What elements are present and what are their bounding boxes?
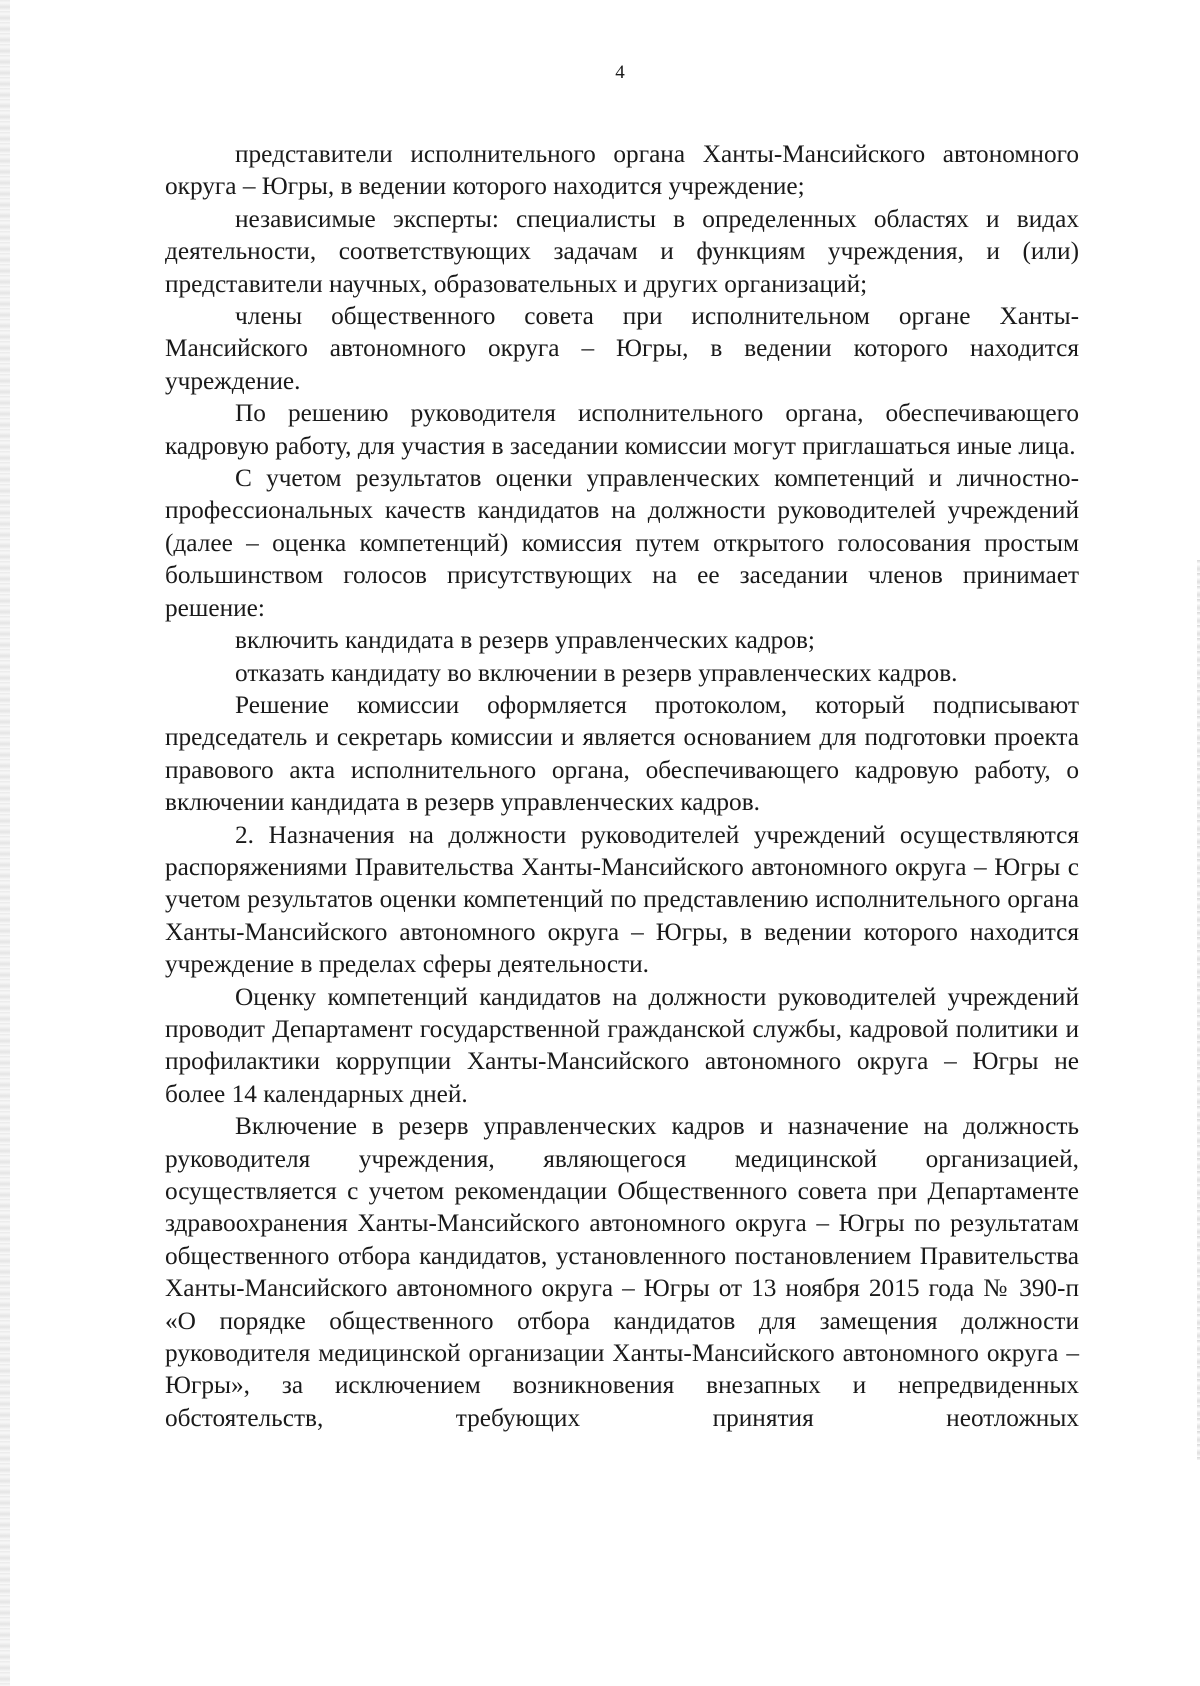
paragraph-appointments: 2. Назначения на должности руководителей учреждений осуществляются распоряжениями Правительства Ханты-Мансийского автономного округа – Югры с учетом результатов оценки компетенций по представлению исполнительного органа Ханты-Мансийского автономного округа – Югры, в ведении которого находится учреждение в пределах сферы деятельности.	[165, 820, 1079, 979]
paragraph-commission-decision: С учетом результатов оценки управленческих компетенций и личностно-профессиональных качеств кандидатов на должности руководителей учреждений (далее – оценка компетенций) комиссия путем открытого голосования простым большинством голосов присутствующих на ее заседании членов принимает решение:	[165, 464, 1079, 622]
document-body	[165, 138, 1079, 1434]
paragraph-medical-organization: Включение в резерв управленческих кадров и назначение на должность руководителя учреждения, являющегося медицинской организацией, осуществляется с учетом рекомендации Общественного совета при Департаменте здравоохранения Ханты-Мансийского автономного округа – Югры по результатам общественного отбора кандидатов, установленного постановлением Правительства Ханты-Мансийского автономного округа – Югры от 13 ноября 2015 года № 390-п «О порядке общественного отбора кандидатов для замещения должности руководителя медицинской организации Ханты-Мансийского автономного округа – Югры», за исключением возникновения внезапных и непредвиденных обстоятельств, требующих принятия неотложных	[165, 1112, 1079, 1432]
paragraph-include-candidate: включить кандидата в резерв управленческих кадров;	[235, 626, 815, 655]
page-number: 4	[615, 62, 625, 83]
scan-edge-left	[0, 0, 10, 1686]
paragraph-representatives: представители исполнительного органа Ханты-Мансийского автономного округа – Югры, в ведении которого находится учреждение;	[165, 140, 1079, 201]
paragraph-refuse-candidate: отказать кандидату во включении в резерв управленческих кадров.	[235, 658, 958, 687]
paragraph-public-council-members: члены общественного совета при исполнительном органе Ханты-Мансийского автономного округа – Югры, в ведении которого находится учреждение.	[165, 302, 1079, 395]
paragraph-protocol: Решение комиссии оформляется протоколом, который подписывают председатель и секретарь комиссии и является основанием для подготовки проекта правового акта исполнительного органа, обеспечивающего кадровую работу, о включении кандидата в резерв управленческих кадров.	[165, 690, 1079, 817]
paragraph-invited-persons: По решению руководителя исполнительного органа, обеспечивающего кадровую работу, для участия в заседании комиссии могут приглашаться иные лица.	[165, 399, 1079, 460]
paragraph-competence-assessment: Оценку компетенций кандидатов на должности руководителей учреждений проводит Департамент государственной гражданской службы, кадровой политики и профилактики коррупции Ханты-Мансийского автономного округа – Югры не более 14 календарных дней.	[165, 982, 1079, 1108]
paragraph-independent-experts: независимые эксперты: специалисты в определенных областях и видах деятельности, соответствующих задачам и функциям учреждения, и (или) представители научных, образовательных и других организаций;	[165, 204, 1079, 298]
